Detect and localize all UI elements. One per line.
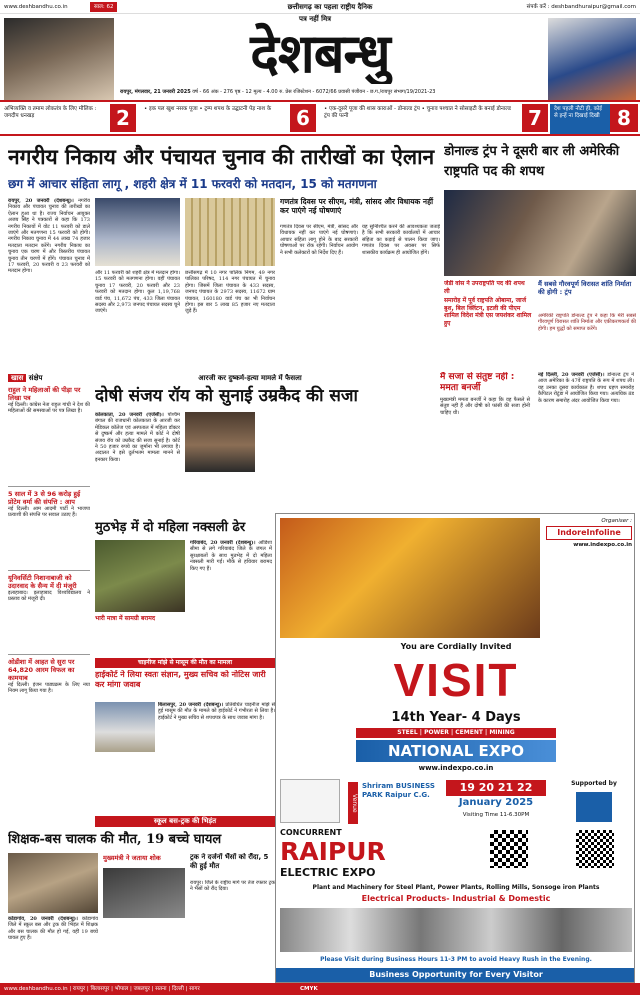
briefs-label-1: खास xyxy=(8,374,26,382)
lead-col2: और 11 फरवरी को शहरी क्षेत्र में मतदान होगा। 15 फरवरी को मतगणना होगा। वहीं पंचायत चुनाव 17 फरवरी, 20 फरवरी और 23 फरवरी को मतदान होगा। कुल 1,19,768 वार्ड पंच, 11,672 पंच, 433 जिला पंचायत सदस्य और 2,973 जनपद पंचायत सदस्य चुने जाएंगे। xyxy=(95,270,180,315)
sanjay-body xyxy=(95,412,180,504)
ad-venue: Venue xyxy=(348,782,358,824)
lead-dateline: रायपुर, 20 जनवरी (देशबन्धु)। xyxy=(8,198,74,204)
tagline: पत्र नहीं मित्र xyxy=(299,14,331,23)
ad-hero-image xyxy=(280,518,540,638)
ad-concurrent: CONCURRENT xyxy=(280,828,342,837)
bus-headline[interactable]: शिक्षक-बस चालक की मौत, 19 बच्चे घायल xyxy=(8,832,222,847)
masthead-meta xyxy=(120,87,550,98)
ad-url[interactable]: www.indexpo.co.in xyxy=(573,542,632,548)
expo-advertisement[interactable] xyxy=(275,513,635,983)
building-photo xyxy=(95,198,180,266)
brief-1-body: नई दिल्ली। कांग्रेस नेता राहुल गांधी ने देश की महिलाओं की समस्याओं पर पत्र लिखा है। xyxy=(8,402,90,415)
trump-side-body: अमेरिकी राष्ट्रपति डोनाल्ड ट्रंप ने कहा कि मेरी सबसे गौरवपूर्ण विरासत शांति निर्माता और एकीकरणकर्ता की होगी। हम युद्धों को समाप्त करेंगे। xyxy=(538,313,636,332)
edition-date: रायपुर, मंगलवार, 21 जनवरी 2025 xyxy=(120,89,191,95)
trump-dateline: नई दिल्ली, 20 जनवरी (एजेंसी)। xyxy=(538,372,605,378)
naxal-body xyxy=(190,540,272,650)
trump-bullet-1: जेडी वांस ने उपराष्ट्रपति पद की शपथ ली xyxy=(444,280,525,295)
hc-dateline: बिलासपुर, 20 जनवरी (देशबन्धु)। xyxy=(158,702,224,708)
ad-products-image xyxy=(280,908,632,952)
teaser-4-text: देश पहली नौटी ही, कोई से इन्हें ना दिखाई दिखी xyxy=(554,106,602,119)
contact-email[interactable]: संपर्क करें : deshbandhuraipur@gmail.com xyxy=(526,4,636,10)
brief-item[interactable] xyxy=(8,570,90,650)
trump-bullets xyxy=(444,280,532,348)
mamata-box xyxy=(440,372,636,508)
bus-side-head[interactable]: मुख्यमंत्री ने जताया शोक xyxy=(103,854,161,862)
ad-please: Please Visit during Business Hours 11-3 PM to avoid Heavy Rush in the Evening. xyxy=(320,956,592,963)
bus-photo xyxy=(8,853,98,913)
ad-visit: VISIT xyxy=(393,654,519,706)
brief-3-body: इलाहाबाद। इलाहाबाद विश्वविद्यालय ने प्रस्ताव को मंजूरी दी। xyxy=(8,590,90,603)
naxal-headline[interactable]: मुठभेड़ में दो महिला नक्सली ढेर xyxy=(95,520,246,535)
mamata-body: मुख्यमंत्री ममता बनर्जी ने कहा कि वह फैसले से संतुष्ट नहीं हैं और दोषी को फांसी की सजा होनी चाहिए थी। xyxy=(440,397,530,416)
briefs-label-2: संक्षेप xyxy=(28,374,43,382)
brief-1-head: राहुल ने महिलाओं की पीड़ा पर लिखा पत्र xyxy=(8,386,81,402)
hc-body-text: प्रतिबंधित चाइनीज मांझे से हुई मासूम की मौत के मामले को हाईकोर्ट ने गंभीरता से लिया है। हाईकोर्ट ने मुख्य सचिव से शपथपत्र के साथ जवाब मांगा है। xyxy=(158,702,275,721)
sanjay-kicker: आरजी कर दुष्कर्म-हत्या मामले में फैसला xyxy=(198,374,302,382)
ad-supported: Supported by xyxy=(571,780,617,787)
teaser-1[interactable] xyxy=(0,104,110,134)
hc-body xyxy=(158,702,275,810)
sanjay-body-text: पश्चिम बंगाल की राजधानी कोलकाता के आरजी कर मेडिकल कॉलेज एवं अस्पताल में महिला डॉक्टर से दुष्कर्म और हत्या मामले में कोर्ट ने दोषी संजय रॉय को उम्रकैद की सजा सुनाई है। कोर्ट ने 50 हजार रुपये का जुर्माना भी लगाया है। अदालत ने इसे दुर्लभतम मामला मानने से इनकार किया। xyxy=(95,412,180,463)
lead-subhead xyxy=(8,173,438,195)
lead-col3: छत्तीसगढ़ में 10 नगर पालिक निगम, 49 नगर पालिका परिषद, 114 नगर पंचायत में चुनाव होगा। जिसमें जिला पंचायत के 433 सदस्य, जनपद पंचायत के 2973 सदस्य, 11672 ग्राम पंचायत, 160180 वार्ड पंच का भी निर्वाचन होगा। इस बार 5 लाख 85 हजार नए मतदाता जुड़े हैं। xyxy=(185,270,275,315)
brief-item[interactable] xyxy=(8,654,90,742)
footer xyxy=(0,983,640,995)
ad-invite: You are Cordially Invited xyxy=(400,642,512,651)
hc-headline[interactable]: हाईकोर्ट ने लिया स्वतः संज्ञान, मुख्य सचिव को नोटिस जारी कर मांगा जवाब xyxy=(95,670,266,689)
briefs-section xyxy=(8,373,90,383)
teaser-3-text: • एक-दूसरे पूजा की शास काराओं - डोनाल्ड ट्रंप • चुनाव पश्चात ने सोसाइटी के बनाई डोनाल्ड ट्रंप की पत्नी xyxy=(324,106,511,119)
sanjay-photo xyxy=(185,412,255,472)
brief-4-body: नई दिल्ली। इंजन पाठ्यक्रम के लिए नया नियम लागू किया गया है। xyxy=(8,682,90,695)
ad-plant: Plant and Machinery for Steel Plant, Power Plants, Rolling Mills, Sonsoge iron Plants xyxy=(312,884,600,891)
ad-organiser: Organiser : xyxy=(601,518,632,524)
tagline-top: छत्तीसगढ़ का पहला राष्ट्रीय दैनिक xyxy=(287,3,373,11)
brief-2-body: नई दिल्ली। आम आदमी पार्टी ने भाजपा प्रत्याशी की संपत्ति पर सवाल उठाए हैं। xyxy=(8,506,90,519)
ad-timing: Visiting Time 11-6.30PM xyxy=(462,812,530,818)
building-photo-2 xyxy=(185,198,275,266)
teaser-3-page: 7 xyxy=(522,104,548,132)
sanjay-headline[interactable]: दोषी संजय रॉय को सुनाई उम्रकैद की सजा xyxy=(95,386,358,406)
trump-body: डोनाल्ड ट्रंप ने आज अमेरिका के 47वें राष्ट्रपति के रूप में शपथ ली। यह उनका दूसरा कार्यकाल है। शपथ ग्रहण समारोह कैपिटल रोटुंडा में आयोजित किया गया। अत्यधिक ठंड के कारण समारोह अंदर आयोजित किया गया। xyxy=(538,372,634,404)
teaser-4-page: 8 xyxy=(610,104,638,132)
edition-meta: वर्ष - 66 अंक - 276 पृष्ठ - 12 मूल्य - 4.00 रु. प्रेस रजिस्टेशन - 6072/66 प्रवासी पंजीयन - छ.ग./रायपुर संभाग/19/2021-23 xyxy=(192,89,436,95)
ad-venue-name: Shriram BUSINESS PARK Raipur C.G. xyxy=(362,782,435,799)
ad-url2[interactable]: www.indexpo.co.in xyxy=(418,764,494,772)
lead-body2: नगरीय निकाय का चुनाव एक चरण में और त्रिस्तरीय पंचायत चुनाव तीन चरणों में होंगे। पंचायत चुनाव में 17 फरवरी, 20 फरवरी व 23 फरवरी को मतदान होगा। xyxy=(8,242,90,275)
bus-dateline: कोंडागांव, 20 जनवरी (देशबन्धु)। xyxy=(8,916,78,922)
teaser-2[interactable] xyxy=(140,104,288,134)
bus-body-text: कोंडागांव जिले में स्कूल बस और ट्रक की भिड़ंत में शिक्षक और बस चालक की मौत हो गई, वहीं 19 बच्चे घायल हुए हैं। xyxy=(8,916,98,942)
bus-photo-2 xyxy=(103,868,185,918)
qr-code-1[interactable] xyxy=(490,830,528,868)
naxal-body-text: ओडिशा सीमा से लगे गरियाबंद जिले के जंगल में सुरक्षाबलों के साथ मुठभेड़ में दो महिला नक्सली मारी गईं। मौके से हथियार बरामद किए गए हैं। xyxy=(190,540,272,572)
gantantra-headline[interactable]: गणतंत्र दिवस पर सीएम, मंत्री, सांसद और विधायक नहीं कर पाएंगे नई घोषणाएं xyxy=(280,197,434,215)
trump-headline[interactable]: डोनाल्ड ट्रंप ने दूसरी बार ली अमेरिकी राष्ट्रपति पद की शपथ xyxy=(444,144,620,179)
trump-bullet-2: समारोह में पूर्व राष्ट्रपति ओबामा, जार्ज बुश, बिल क्लिंटन, इटली की पीएम शामिल विदेश मंत्री एस जयशंकर शामिल हुए xyxy=(444,297,532,327)
brief-3-head: यूनिवर्सिटी निशानाबाजी को उदारवाद के सैन्य में दी मंजूरी xyxy=(8,574,77,590)
ad-steel: STEEL | POWER | CEMENT | MINING xyxy=(356,728,556,738)
hc-kicker: चाइनीज मांझे से मासूम की मौत का मामला xyxy=(95,658,275,668)
top-bar xyxy=(0,0,640,14)
teaser-1-page: 2 xyxy=(110,104,136,132)
ad-dates: 19 20 21 22 xyxy=(446,780,546,796)
truck-headline[interactable]: ट्रक ने दर्जनों भैंसों को रौंदा, 5 की हुई मौत xyxy=(190,853,269,870)
co-organiser-logo xyxy=(280,779,340,823)
brief-item[interactable] xyxy=(8,486,90,566)
teaser-3[interactable] xyxy=(320,104,520,134)
edition-year: साल: 62 xyxy=(90,2,117,12)
lead-body1: नगरीय निकाय और पंचायत चुनाव की तारीखों का ऐलान हुआ था है। राज्य निर्वाचन आयुक्त अजय सिंह ने पत्रकारों से कहा कि 173 नगरीय निकायों में वोट 11 फरवरी को डाले जाएंगे और मतगणना 15 फरवरी को होगी। नगरीय निकाय चुनाव में 44 लाख 74 हजार मतदाता मतदान करेंगे। xyxy=(8,198,90,249)
naxal-photo xyxy=(95,540,185,612)
ad-opportunity: Business Opportunity for Every Visitor xyxy=(276,968,635,982)
teaser-2-text: • इक पल खुश नसक पूजा • ट्रम्प शपथ के उद्घाटनी पेड़ नाश के xyxy=(144,106,272,112)
sanjay-dateline: कोलकाता, 20 जनवरी (एजेंसी)। xyxy=(95,412,164,418)
teaser-4[interactable] xyxy=(550,104,610,134)
ad-month: January 2025 xyxy=(458,797,534,808)
lead-subhead-text: छग में आचार संहिता लागू , शहरी क्षेत्र में 11 फरवरी को मतदान, 15 को मतगणना xyxy=(8,177,377,191)
qr-code-2[interactable] xyxy=(576,830,614,868)
hc-photo xyxy=(95,702,155,752)
ad-year: 14th Year- 4 Days xyxy=(391,710,521,725)
trump-photo xyxy=(444,190,636,276)
ad-expo: NATIONAL EXPO xyxy=(356,740,556,762)
truck-body: रायपुर। जिले के राष्ट्रीय मार्ग पर तेज रफ्तार ट्रक ने भैंसों को रौंद दिया। xyxy=(190,880,275,893)
photo-right xyxy=(548,18,636,100)
masthead-title: देशबन्धु xyxy=(250,22,390,84)
teaser-strip xyxy=(0,100,640,136)
lead-col1 xyxy=(8,198,90,368)
ad-raipur: RAIPUR xyxy=(280,838,386,866)
teaser-2-page: 6 xyxy=(290,104,316,132)
naxal-caption: भारी मात्रा में सामग्री बरामद xyxy=(95,615,156,622)
photo-left xyxy=(4,18,114,100)
lead-col4: गणतंत्र दिवस पर सीएम, मंत्री, सांसद और विधायक नहीं कर पाएंगे नई घोषणाएं। आचार संहिता लागू होने के बाद सरकारी घोषणाओं पर रोक रहेगी। निर्वाचन आयोग ने सभी कलेक्टरों को निर्देश दिए हैं। xyxy=(280,224,358,256)
site-url[interactable]: www.deshbandhu.co.in xyxy=(4,4,68,10)
footer-cmyk: CMYK xyxy=(300,986,318,992)
lead-col5: यह सुनिश्चित करने की आवश्यकता जताई है कि सभी सरकारी कार्यालयों में आचार संहिता का कड़ाई से पालन किया जाए। गणतंत्र दिवस पर अवसर पर सिर्फ शासकीय कार्यक्रम ही आयोजित होंगे। xyxy=(362,224,440,256)
trump-continued xyxy=(538,372,634,508)
brief-item[interactable] xyxy=(8,386,90,482)
supporter-logo xyxy=(576,792,612,822)
trump-side-head[interactable]: मैं सबसे गौरवपूर्ण विरासत शांति निर्माता की होगी : ट्रंप xyxy=(538,280,632,296)
teaser-1-text: अभिव्यक्ति व तमाम लोकतंत्र के लिए मौलिक : जगदीप धनखड़ xyxy=(4,106,97,119)
brief-4-head: ओडीशा में आहत से सुरा पर 64,820 आरम विफल का कामयाब xyxy=(8,658,75,682)
footer-text: www.deshbandhu.co.in | रायपुर | बिलासपुर | भोपाल | जबलपुर | सतना | दिल्ली | सागर xyxy=(4,986,200,992)
bus-body xyxy=(8,916,98,982)
lead-headline[interactable]: नगरीय निकाय और पंचायत चुनाव की तारीखों का ऐलान xyxy=(8,144,435,169)
ad-brand: IndoreInfoline xyxy=(546,526,632,540)
brief-2-head: 5 साल में 3 से 96 करोड़ हुई प्रोटेम वर्मा की संपत्ति : आप xyxy=(8,490,81,506)
ad-electric: ELECTRIC EXPO xyxy=(280,866,376,879)
naxal-dateline: गरियाबंद, 20 जनवरी (देशबन्धु)। xyxy=(190,540,256,546)
bus-kicker: स्कूल बस-ट्रक की भिड़ंत xyxy=(95,816,275,827)
ad-products: Electrical Products- Industrial & Domestic xyxy=(361,894,551,903)
mamata-headline[interactable]: मैं सजा से संतुष्ट नहीं : ममता बनर्जी xyxy=(440,372,515,393)
